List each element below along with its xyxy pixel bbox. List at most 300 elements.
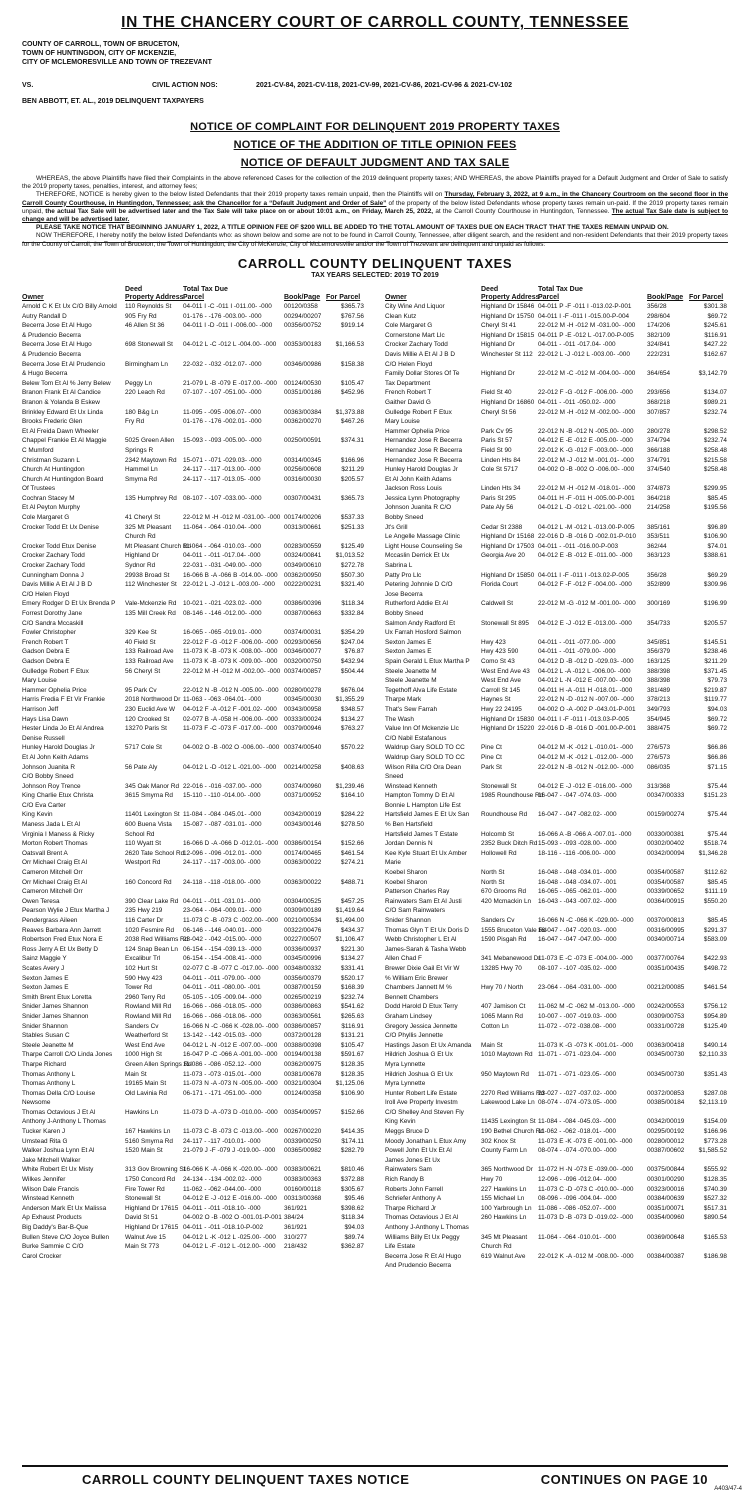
address-cell: 13285 Hwy 70 [481,964,522,972]
table-row [385,1117,727,1127]
book-page-cell: 385/161 [647,523,671,531]
amount-cell: $145.51 [703,638,727,646]
owner-cell: King Kevin [22,811,53,819]
owner-cell: Johnson Juanita R [22,763,75,771]
table-row [22,1079,364,1089]
table-row [22,321,364,331]
owner-cell: Tharpe Mark [385,696,422,704]
owner-cell: Cole Margaret G [385,322,433,330]
owner-cell: Snider James Shannon [22,1012,89,1020]
parcel-cell: 04-011 I -F -011 I -015.00-P-004 [538,312,630,320]
address-cell: 1555 Bruceton Vale Rd [481,926,547,934]
table-row [22,1127,364,1137]
amount-cell: $195.56 [703,504,727,512]
owner-cell: Crocker Todd Et Ux Denise [22,523,99,531]
book-page-cell: 307/857 [647,408,671,416]
amount-cell: $414.35 [340,1128,364,1136]
parcel-cell: 15-110 - -110 -014.00- -000 [183,792,261,800]
book-page-cell: 00304/00525 [284,897,322,905]
amount-cell: $71.15 [707,763,727,771]
table-row [22,782,364,792]
amount-cell: $111.19 [704,888,727,896]
address-cell: Highland Dr 17615 [125,1204,179,1212]
book-page-cell: 00374/00857 [284,667,322,675]
amount-cell: $94.03 [344,1224,364,1231]
book-page-cell: 00342/00019 [647,1118,685,1126]
address-cell: 95 Park Cv [125,686,157,694]
table-row [385,350,727,360]
table-row [385,628,727,638]
owner-cell: Owen Teresa [22,897,60,905]
parcel-cell: 04-011 P -E -012 L -017.00-P-005 [538,331,634,339]
parcel-cell: 22-012 L -J -012 L -003.00- -000 [538,350,630,358]
owner-cell: Ap Exhaust Products [22,1214,82,1222]
amount-cell: $205.57 [340,475,364,483]
address-cell: 180 B&g Ln [125,408,159,416]
amount-cell: $1,346.28 [698,849,727,857]
amount-cell: $1,585.52 [698,1147,727,1155]
table-row [385,954,727,964]
book-page-cell: 00194/00138 [284,1051,322,1059]
book-page-cell: 00313/00661 [284,523,322,531]
table-row [22,791,364,801]
book-page-cell: 00372/00128 [284,1032,322,1040]
amount-cell: $490.14 [703,1041,727,1049]
address-cell: 11401 Lexington St [125,811,180,819]
book-page-cell: 00280/00278 [284,686,322,694]
parcel-cell: 22-012 F -G -012 F -006.00- -000 [183,638,278,646]
amount-cell: $245.61 [703,322,727,330]
address-cell: Old Lavinia Rd [125,1089,167,1097]
owner-cell: Cameron Mitchell Orr [22,869,83,877]
parcel-cell: 04-002 O -B -002 O -006.00- -000 [538,466,635,474]
address-cell: 102 Hurt St [125,964,158,972]
parcel-cell: 11-064 - -064 -010.04- -000 [183,523,262,531]
owner-cell: C/O Phyllis Jennette [385,1032,443,1040]
book-page-cell: 00386/00396 [284,600,322,608]
owner-cell: Value Inn Of Mckenzie Llc [385,725,459,733]
parcel-cell: 11-062 - -062 -044.00- -000 [183,1185,262,1193]
owner-cell: Of Trustees [22,485,56,493]
parcel-cell: 15-087 - -087 -031.01- -000 [183,821,262,829]
owner-cell: Hernandez Jose R Becerra [385,437,463,445]
address-cell: Hollowell Rd [481,849,517,857]
owner-cell: Rainwaters Sam [385,1166,432,1174]
amount-cell: $272.78 [340,562,364,570]
parcel-cell: 22-012 L -J -012 L -003.00- -000 [183,581,275,589]
address-cell: 1985 Roundhouse Rd [481,792,544,800]
owner-cell: Koebel Sharon [385,869,428,877]
book-page-cell: 00386/00154 [284,840,322,848]
book-page-cell: 00293/00656 [284,638,322,646]
address-cell: 133 Railroad Ave [125,657,174,665]
table-row [385,551,727,561]
owner-cell: King Kevin [385,1118,416,1126]
owner-cell: Thomas Octavious J Et Al [385,1214,459,1222]
address-cell: Highland Dr 15220 [481,725,535,733]
table-row [385,484,727,494]
table-row [385,1165,727,1175]
address-cell: Stonewall St [481,782,517,790]
amount-cell: $498.72 [703,964,727,972]
amount-cell: $232.74 [703,408,727,416]
owner-cell: C/O Bobby Sneed [22,773,74,781]
address-cell: County Farm Ln [481,1147,527,1155]
table-row [385,1127,727,1137]
address-cell: Highland Dr 15830 [481,715,535,723]
owner-cell: That's Sew Farrah [385,705,438,713]
book-page-cell: 298/604 [647,312,671,320]
table-row [22,1022,364,1032]
tax-sale-date-text: the actual Tax Sale will be advertised later and the Tax Sale will take place on or about 10:01 a.m., on Friday, March 25, 2022, [45,207,434,215]
address-cell: West End Ave [125,1041,165,1049]
owner-cell: Davis Millie A Et Al J B D [22,581,92,589]
parcel-cell: 23-042 - -042 -015.00- -000 [183,936,262,944]
parcel-cell: 01-176 - -176 -002.01- -000 [183,418,262,426]
parcel-cell: 24-117 - -117 -013.05- -000 [183,475,261,483]
table-row [22,417,364,427]
amount-cell: $452.96 [340,389,364,397]
continues-on-page: CONTINUES ON PAGE 10 [540,1472,708,1487]
address-cell: 41 Cheryl St [125,514,161,522]
table-row [385,916,727,926]
amount-cell: $331.41 [340,964,364,972]
table-row [385,1041,727,1051]
parcel-cell: 10-007 - -007 -019.03- -000 [538,1012,617,1020]
book-page-cell: 00362/00950 [284,571,322,579]
table-row [385,858,727,868]
owner-cell: Burke Sammie C C/O [22,1243,84,1251]
owner-cell: Pearson Wylie J Etux Martha J [22,907,110,915]
table-row [385,686,727,696]
owner-cell: Chappel Frankie Et Al Maggie [22,437,107,445]
book-page-cell: 374/873 [647,485,671,493]
civil-action-label: CIVIL ACTION NOS: [152,82,218,89]
amount-cell: $196.99 [703,600,727,608]
table-row [385,417,727,427]
book-page-cell: 00383/00621 [284,1166,322,1174]
footer-divider [22,1465,728,1467]
owner-cell: Johnson Roy Trence [22,782,81,790]
address-cell: Georgia Ave 20 [481,552,525,560]
owner-cell: Myra Lynnette [385,1080,426,1088]
book-page-cell: 00372/00853 [647,1089,685,1097]
parcel-cell: 04-002 O -B -002 O -001.01-P-001 [183,1214,282,1222]
address-cell: 40 Field St [125,638,156,646]
address-cell: Vale-Mckenzie Rd [125,600,177,608]
table-row [22,897,364,907]
parcel-cell: 04-012 L -A -012 L -006.00- -000 [538,667,631,675]
book-page-cell: 313/368 [647,782,671,790]
book-page-cell: 00343/00146 [284,821,322,829]
table-row [22,436,364,446]
book-page-cell: 00174/00206 [284,514,322,522]
owner-cell: Rich Randy B [385,1176,425,1184]
amount-cell: $570.22 [340,744,364,752]
address-cell: Caldwell St [481,600,513,608]
book-page-cell: 00386/00857 [284,1022,322,1030]
book-page-cell: 00313/00368 [284,1195,322,1203]
address-cell: Fry Rd [125,418,145,426]
owner-cell: Wilson Dale Francis [22,1185,79,1193]
table-row [22,599,364,609]
parcel-cell: 11-073 C -B -073 C -013.00- -000 [183,1128,279,1136]
amount-cell: $321.40 [340,581,364,589]
owner-cell: Mary Louise [385,418,420,426]
address-cell: Pate Aly 56 [481,504,514,512]
table-row [385,542,727,552]
book-page-cell: 00381/00678 [284,1070,322,1078]
parcel-cell: 16-066 K -A -066 K -020.00- -000 [183,1166,278,1174]
owner-cell: Sainz Maggie Y [22,955,67,963]
table-row [385,868,727,878]
plaintiffs-block [22,40,212,67]
book-page-cell: 00242/00553 [647,1003,685,1011]
address-cell: Rowland Mill Rd [125,1012,172,1020]
parcel-cell: 16-065 - -065 -062.01- -000 [538,888,617,896]
parcel-cell: 16-047 - -047 -047.00- -000 [538,936,617,944]
owner-cell: Stables Susan C [22,1032,70,1040]
table-row [22,388,364,398]
amount-cell: $2,113.19 [699,1099,727,1107]
owner-cell: Becerra Jose Et Al Hugo [22,341,92,349]
parcel-cell: 22-012 M -G -012 M -001.00- -000 [538,600,636,608]
amount-cell: $174.11 [341,1137,364,1145]
owner-cell: Orr Michael Craig Et Al [22,859,87,867]
owner-cell: Hester Linda Jo Et Al Andrea [22,725,104,733]
book-page-cell: 00309/00753 [647,1012,685,1020]
amount-cell: $219.87 [703,686,727,694]
address-cell: Springs R [125,446,154,454]
amount-cell: $467.26 [340,418,364,426]
book-page-cell: 00124/00530 [284,379,322,387]
amount-cell: $362.87 [340,1243,364,1251]
amount-cell: $106.90 [340,1089,364,1097]
owner-cell: Harrison Jeff [22,705,59,713]
address-cell: 2018 Northwood Dr [125,696,181,704]
parcel-cell: 04-011 P -F -011 I -013.02-P-001 [538,303,632,310]
table-row [385,801,727,811]
table-row [385,667,727,677]
parcel-cell: 04-011 I -D -011 I -006.00- -000 [183,322,273,330]
address-cell: 1065 Mann Rd [481,1012,523,1020]
address-cell: Mt Pleasant Church Rd [125,542,192,550]
owner-cell: Umstead Rita G [22,1137,68,1145]
address-cell: Pine Ct [481,753,502,761]
book-page-cell: 00307/00431 [284,494,322,502]
owner-cell: Hunley Harold Douglas Jr [22,744,95,752]
book-page-cell: 00345/00730 [647,1051,685,1059]
address-cell: Cheryl St 41 [481,322,517,330]
table-row [22,657,364,667]
table-row [22,475,364,485]
parcel-cell: 04-012 L -F -012 L -012.00- -000 [183,1243,276,1251]
owner-cell: Scates Avery J [22,964,65,972]
owner-cell: Steele Jeanette M [385,677,437,685]
table-row [22,1098,364,1108]
owner-cell: Allen Chad F [385,955,422,963]
book-page-cell: 00362/00270 [284,418,322,426]
book-page-cell: 163/125 [647,657,671,665]
address-cell: Hwy 70 / North [481,984,524,992]
parcel-cell: 11-072 H -N -073 E -039.00- -000 [538,1166,634,1174]
table-row [22,1165,364,1175]
book-page-cell: 00294/00207 [284,312,322,320]
parcel-cell: 23-027 - -027 -037.02- -000 [538,1089,617,1097]
table-row [385,1060,727,1070]
book-page-cell: 00323/00016 [647,1185,685,1193]
parcel-cell: 04-012 F -A -012 F -001.02- -000 [183,705,277,713]
owner-cell: The Wash [385,715,414,723]
table-row [385,1204,727,1214]
owner-cell: French Robert T [385,389,432,397]
address-cell: Highland Dr 15750 [481,312,535,320]
delinquent-table-left [22,282,364,1261]
table-row [385,1079,727,1089]
table-row [22,532,364,542]
table-body [22,302,364,1261]
owner-cell: % Ben Hartsfield [385,821,433,829]
address-cell: Linden Hts 34 [481,485,521,493]
table-row [385,1002,727,1012]
parcel-cell: 11-073 E -C -073 E -004.00- -000 [538,955,633,963]
book-page-cell: 354/945 [647,715,671,723]
parcel-cell: 11-073 D -B -073 D -019.02- -000 [538,1214,634,1222]
address-cell: 5160 Smyrna Rd [125,1137,173,1145]
address-cell: Highland Dr [481,341,515,349]
notice-heading-default-judgment: NOTICE OF DEFAULT JUDGMENT AND TAX SALE [240,157,510,169]
table-row [385,849,727,859]
amount-cell: $265.63 [340,1012,364,1020]
header-book-page: Book/Page [647,294,684,301]
parcel-cell: 22-012 M -C -012 M -004.00- -000 [538,370,636,378]
amount-cell: $1,106.47 [335,936,364,944]
owner-cell: City Wine And Liquor [385,303,445,310]
book-page-cell: 00316/00995 [647,926,685,934]
address-cell: Main St [481,1041,503,1049]
book-page-cell: 324/841 [647,341,671,349]
table-row [22,1002,364,1012]
header-for-parcel: For Parcel [326,294,361,301]
table-row [22,609,364,619]
table-row [22,1223,364,1233]
owner-cell: Orr Michael Craig Et Al [22,878,87,886]
book-page-cell: 00369/00648 [647,1233,685,1241]
owner-cell: Maness Jada L Et Al [22,821,81,829]
parcel-cell: 08-074 - -074 -073.05- -000 [538,1099,617,1107]
address-cell: Roundhouse Rd [481,811,528,819]
table-row [385,734,727,744]
owner-cell: Pendergrass Aileen [22,917,78,924]
book-page-cell: 00371/00952 [284,792,322,800]
delinquent-list-title: CARROLL COUNTY DELINQUENT TAXES [237,256,513,271]
amount-cell: $96.89 [707,523,727,531]
parcel-cell: 01-176 - -176 -003.00- -000 [183,312,262,320]
owner-cell: Becerra Jose Et Al Prudencio [22,360,106,368]
amount-cell: $119.77 [704,696,727,704]
address-cell: 2960 Terry Rd [125,993,166,1001]
parcel-cell: 24-118 - -118 -018.00- -000 [183,878,261,886]
parcel-cell: 11-062 - -062 -018.01- -000 [538,1128,617,1136]
parcel-cell: 16-066 B -A -066 B -014.00- -000 [183,571,278,579]
amount-cell: $488.71 [340,878,364,886]
parcel-cell: 16-066 A -B -066 A -007.01- -000 [538,830,632,838]
parcel-cell: 22-016 D -B -016 D -002.01-P-010 [538,533,637,541]
parcel-cell: 04-011 I -F -011 I -013.03-P-005 [538,715,630,723]
table-row [22,312,364,322]
address-cell: Highland Dr [125,552,159,560]
parcel-cell: 05-105 - -105 -009.04- -000 [183,993,262,1001]
book-page-cell: 00302/00402 [647,840,685,848]
address-cell: 227 Hawkins Ln [481,1185,527,1193]
table-row [22,1242,364,1252]
address-cell: 133 Railroad Ave [125,648,174,656]
owner-cell: Snider James Shannon [22,1003,89,1011]
table-row [22,926,364,936]
book-page-cell: 00356/00379 [284,974,322,982]
owner-cell: Mary Louise [22,677,57,685]
address-cell: 2342 Maytown Rd [125,456,177,464]
book-page-cell: 00370/00813 [647,917,685,924]
parcel-cell: 04-012 M -K -012 L -012.00- -000 [538,753,633,761]
amount-cell: $116.91 [341,1022,364,1030]
address-cell: 155 Michael Ln [481,1195,525,1203]
address-cell: Rowland Mill Rd [125,1003,172,1011]
book-page-cell: 00365/00982 [284,1147,322,1155]
book-page-cell: 00309/00189 [284,907,322,915]
address-cell: Sydnor Rd [125,562,156,570]
owner-cell: Meggs Bruce D [385,1128,430,1136]
owner-cell: Crocker Zachary Todd [22,552,85,560]
owner-cell: Crocker Zachary Todd [385,341,448,349]
parcel-cell: 16-066 N -C -066 K -028.00- -000 [183,1022,279,1030]
amount-cell: $158.38 [340,360,364,368]
amount-cell: $372.88 [340,1176,364,1184]
parcel-cell: 02-077 C -B -077 C -017.00- -000 [183,964,279,972]
amount-cell: $507.30 [340,571,364,579]
address-cell: 5717 Cole St [125,744,162,752]
parcel-cell: 07-107 - -107 -051.00- -000 [183,389,262,397]
owner-cell: Et Al John Keith Adams [22,753,89,761]
owner-cell: Smith Brent Etux Loretta [22,993,92,1001]
parcel-cell: 06-154 - -154 -008.41- -000 [183,955,262,963]
table-row [385,503,727,513]
owner-cell: Roberts John Farrell [385,1185,443,1193]
amount-cell: $427.22 [703,341,727,349]
book-page-cell: 00364/00915 [647,897,685,905]
book-page-cell: 00345/00730 [647,1070,685,1078]
parcel-cell: 22-012 F -G -012 F -006.00- -000 [538,389,633,397]
table-row [385,599,727,609]
owner-cell: C/O Sam Rainwaters [385,907,446,915]
book-page-cell: 00212/00085 [647,984,685,992]
amount-cell: $215.58 [703,456,727,464]
table-row [22,446,364,456]
table-row [22,916,364,926]
address-cell: 2270 Red Williams Rd [481,1089,545,1097]
table-row [22,1050,364,1060]
parcel-cell: 12-096 - -096 -012.04- -000 [538,1176,617,1184]
book-page-cell: 00160/00118 [284,1185,321,1193]
amount-cell: $537.33 [340,514,364,522]
parcel-cell: 04-002 O -B -002 O -006.00- -000 [183,744,280,752]
address-cell: Tower Rd [125,984,152,992]
book-page-cell: 366/188 [647,446,671,454]
owner-cell: Robertson Fred Etux Nora E [22,936,103,944]
owner-cell: & Hugo Becerra [22,370,68,378]
owner-cell: Graham Lindsey [385,1012,432,1020]
owner-cell: Gregory Jessica Jennette [385,1022,458,1030]
